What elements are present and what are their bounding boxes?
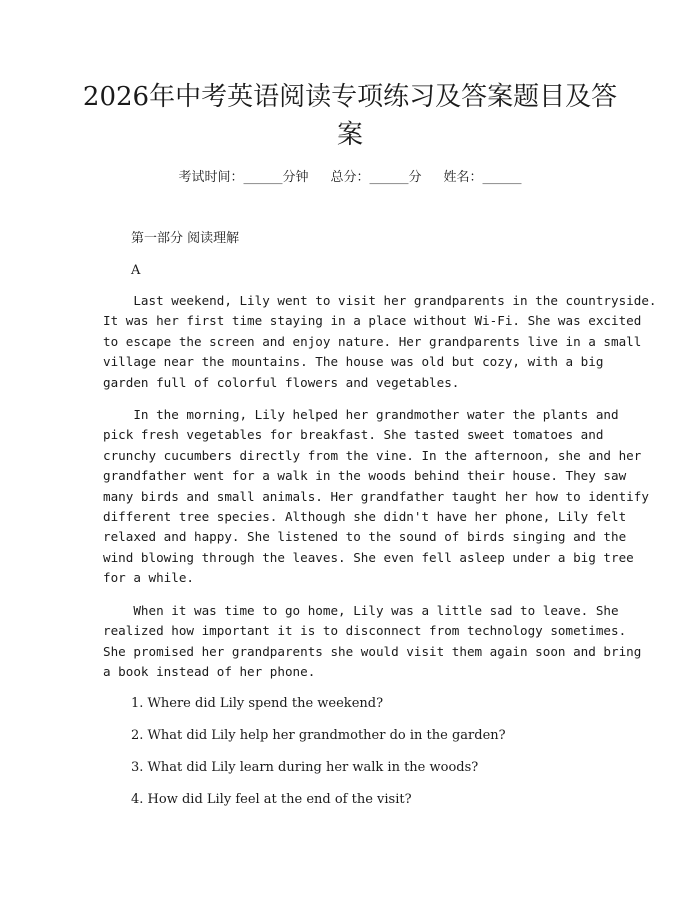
- question-3: 3. What did Lily learn during her walk in the woods?: [131, 760, 479, 775]
- section-heading: 第一部分 阅读理解: [131, 231, 240, 246]
- passage-paragraph-3: When it was time to go home, Lily was a little sad to leave. She realized how important it is to disconnect from technology sometimes. She promised her grandparents she would visit them again soon and bring a book instead of her phone.: [103, 603, 642, 680]
- passage-letter: A: [131, 263, 141, 278]
- passage-paragraph-1: Last weekend, Lily went to visit her grandparents in the countryside. It was her first time staying in a place without Wi-Fi. She was excited to escape the screen and enjoy nature. Her grandparents live in a small village near the mountains. The house was old but cozy, with a big garden full of colorful flowers and vegetables.: [103, 293, 657, 390]
- exam-time-field: 考试时间：______分钟: [178, 170, 309, 185]
- question-1: 1. Where did Lily spend the weekend?: [131, 696, 384, 711]
- exam-info-line: [0, 168, 700, 188]
- passage-paragraph-2: In the morning, Lily helped her grandmother water the plants and pick fresh vegetables for breakfast. She tasted sweet tomatoes and crunchy cucumbers directly from the vine. In the afternoon, she and her grandfather went for a walk in the woods behind their house. They saw many birds and small animals. Her grandfather taught her how to identify different tree species. Although she didn't have her phone, Lily felt relaxed and happy. She listened to the sound of birds singing and the wind blowing through the leaves. She even fell asleep under a big tree for a while.: [103, 407, 649, 586]
- question-4: 4. How did Lily feel at the end of the visit?: [131, 792, 412, 807]
- page-title: 2026年中考英语阅读专项练习及答案题目及答案: [82, 82, 618, 150]
- question-2: 2. What did Lily help her grandmother do in the garden?: [131, 728, 506, 743]
- total-score-field: 总分：______分: [330, 170, 422, 185]
- student-name-field: 姓名：______: [443, 170, 522, 185]
